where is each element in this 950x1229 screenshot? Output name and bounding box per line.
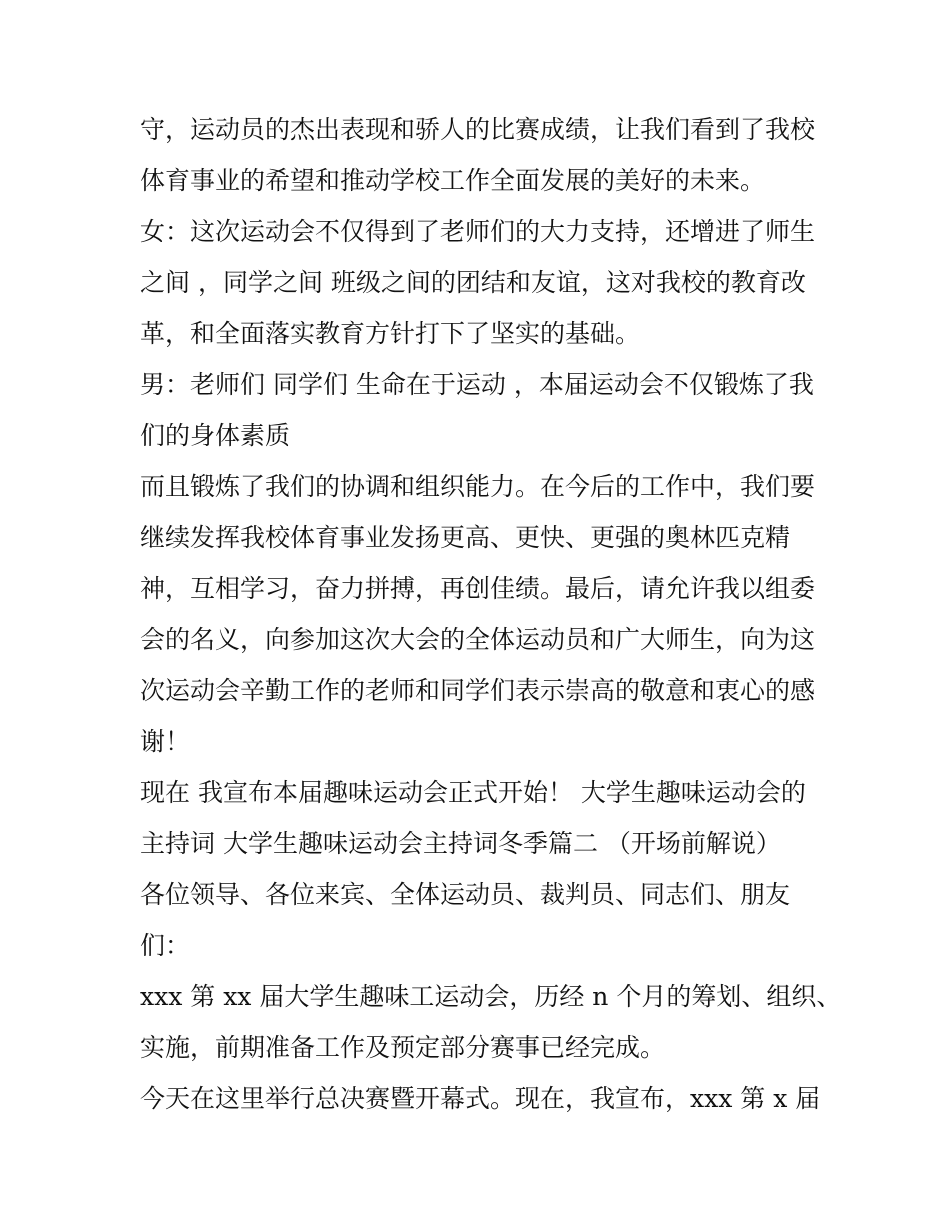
text-line: 革，和全面落实教育方针打下了坚实的基础。 [140, 319, 641, 348]
text-line: 男：老师们 同学们 生命在于运动 ，本届运动会不仅锻炼了我 [140, 370, 814, 399]
text-line: 各位领导、各位来宾、全体运动员、裁判员、同志们、朋友 [140, 880, 791, 909]
text-line: 会的名义，向参加这次大会的全体运动员和广大师生，向为这 [140, 625, 816, 654]
text-line: 实施，前期准备工作及预定部分赛事已经完成。 [140, 1033, 666, 1062]
text-line: 女：这次运动会不仅得到了老师们的大力支持，还增进了师生 [140, 217, 816, 246]
text-line: 次运动会辛勤工作的老师和同学们表示崇高的敬意和衷心的感 [140, 676, 816, 705]
document-body [140, 104, 842, 1124]
text-line: 神，互相学习，奋力拼搏，再创佳绩。最后，请允许我以组委 [140, 574, 816, 603]
text-line: 主持词 大学生趣味运动会主持词冬季篇二 （开场前解说） [140, 829, 781, 858]
text-line: 守，运动员的杰出表现和骄人的比赛成绩，让我们看到了我校 [140, 115, 816, 144]
text-line: 们： [140, 931, 191, 960]
text-line: 今天在这里举行总决赛暨开幕式。现在，我宣布，xxx 第 x 届 [140, 1084, 821, 1113]
text-line: 现在 我宣布本届趣味运动会正式开始！ 大学生趣味运动会的 [140, 778, 806, 807]
text-line: xxx 第 xx 届大学生趣味工运动会，历经 n 个月的筹划、组织、 [140, 982, 842, 1011]
text-line: 而且锻炼了我们的协调和组织能力。在今后的工作中，我们要 [140, 472, 816, 501]
text-line: 体育事业的希望和推动学校工作全面发展的美好的未来。 [140, 166, 766, 195]
text-line: 谢！ [140, 727, 191, 756]
text-line: 们的身体素质 [140, 421, 291, 450]
text-line: 继续发挥我校体育事业发扬更高、更快、更强的奥林匹克精 [140, 523, 791, 552]
text-line: 之间 ，同学之间 班级之间的团结和友谊，这对我校的教育改 [140, 268, 806, 297]
